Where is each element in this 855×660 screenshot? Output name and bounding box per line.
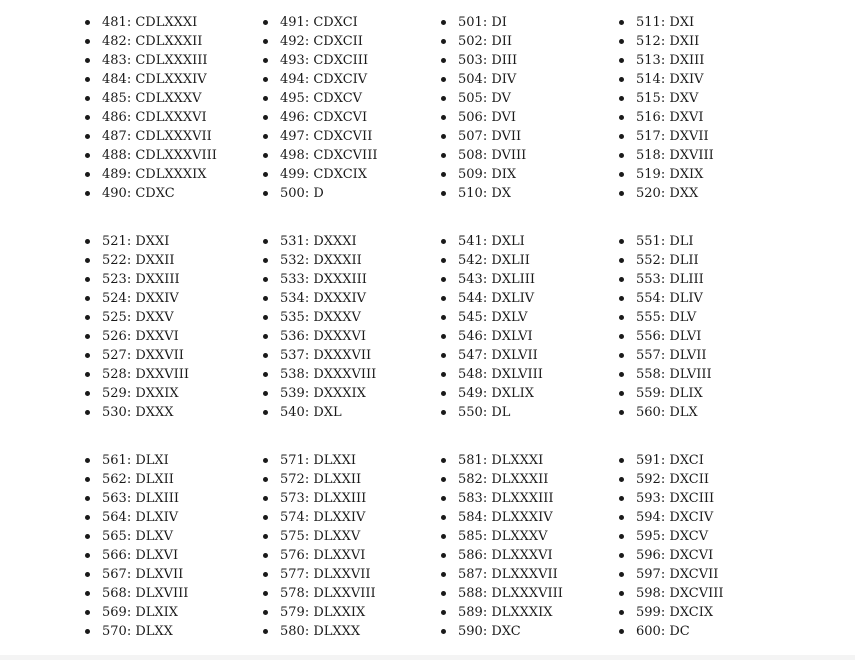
list-item: 560: DLX bbox=[618, 403, 712, 422]
list-item: 592: DXCII bbox=[618, 470, 724, 489]
list-item: 595: DXCV bbox=[618, 527, 724, 546]
list-item: 486: CDLXXXVI bbox=[84, 108, 217, 127]
list-item: 533: DXXXIII bbox=[262, 270, 376, 289]
list-item: 517: DXVII bbox=[618, 127, 714, 146]
list-item: 546: DXLVI bbox=[440, 327, 543, 346]
list-item: 536: DXXXVI bbox=[262, 327, 376, 346]
list-item: 538: DXXXVIII bbox=[262, 365, 376, 384]
list-item: 561: DLXI bbox=[84, 451, 188, 470]
list-item: 565: DLXV bbox=[84, 527, 188, 546]
list-item: 537: DXXXVII bbox=[262, 346, 376, 365]
list-item: 484: CDLXXXIV bbox=[84, 70, 217, 89]
list-item: 563: DLXIII bbox=[84, 489, 188, 508]
list-item: 513: DXIII bbox=[618, 51, 714, 70]
list-item: 589: DLXXXIX bbox=[440, 603, 563, 622]
list-item: 498: CDXCVIII bbox=[262, 146, 377, 165]
list-item: 519: DXIX bbox=[618, 165, 714, 184]
list-item: 514: DXIV bbox=[618, 70, 714, 89]
list-item: 552: DLII bbox=[618, 251, 712, 270]
list-item: 529: DXXIX bbox=[84, 384, 189, 403]
list-item: 545: DXLV bbox=[440, 308, 543, 327]
list-item: 542: DXLII bbox=[440, 251, 543, 270]
list-item: 493: CDXCIII bbox=[262, 51, 377, 70]
list-item: 523: DXXIII bbox=[84, 270, 189, 289]
list-item: 512: DXII bbox=[618, 32, 714, 51]
list-item: 483: CDLXXXIII bbox=[84, 51, 217, 70]
list-item: 535: DXXXV bbox=[262, 308, 376, 327]
list-item: 586: DLXXXVI bbox=[440, 546, 563, 565]
list-item: 525: DXXV bbox=[84, 308, 189, 327]
list-item: 554: DLIV bbox=[618, 289, 712, 308]
numeral-block-481-520 bbox=[0, 13, 855, 213]
list-item: 566: DLXVI bbox=[84, 546, 188, 565]
list-item: 520: DXX bbox=[618, 184, 714, 203]
list-item: 511: DXI bbox=[618, 13, 714, 32]
list-item: 510: DX bbox=[440, 184, 526, 203]
numeral-column-531-540 bbox=[262, 232, 376, 422]
numeral-column-551-560 bbox=[618, 232, 712, 422]
list-item: 528: DXXVIII bbox=[84, 365, 189, 384]
numeral-column-521-530 bbox=[84, 232, 189, 422]
list-item: 481: CDLXXXI bbox=[84, 13, 217, 32]
list-item: 597: DXCVII bbox=[618, 565, 724, 584]
numeral-column-581-590 bbox=[440, 451, 563, 641]
list-item: 495: CDXCV bbox=[262, 89, 377, 108]
list-item: 569: DLXIX bbox=[84, 603, 188, 622]
numeral-block-521-560 bbox=[0, 232, 855, 432]
list-item: 497: CDXCVII bbox=[262, 127, 377, 146]
list-item: 562: DLXII bbox=[84, 470, 188, 489]
list-item: 556: DLVI bbox=[618, 327, 712, 346]
list-item: 596: DXCVI bbox=[618, 546, 724, 565]
numeral-block-561-600 bbox=[0, 451, 855, 651]
list-item: 574: DLXXIV bbox=[262, 508, 376, 527]
list-item: 593: DXCIII bbox=[618, 489, 724, 508]
list-item: 524: DXXIV bbox=[84, 289, 189, 308]
list-item: 544: DXLIV bbox=[440, 289, 543, 308]
list-item: 577: DLXXVII bbox=[262, 565, 376, 584]
list-item: 532: DXXXII bbox=[262, 251, 376, 270]
list-item: 543: DXLIII bbox=[440, 270, 543, 289]
list-item: 521: DXXI bbox=[84, 232, 189, 251]
page-bottom-divider bbox=[0, 655, 855, 660]
list-item: 541: DXLI bbox=[440, 232, 543, 251]
list-item: 585: DLXXXV bbox=[440, 527, 563, 546]
list-item: 508: DVIII bbox=[440, 146, 526, 165]
list-item: 502: DII bbox=[440, 32, 526, 51]
list-item: 570: DLXX bbox=[84, 622, 188, 641]
numeral-column-571-580 bbox=[262, 451, 376, 641]
list-item: 487: CDLXXXVII bbox=[84, 127, 217, 146]
list-item: 572: DLXXII bbox=[262, 470, 376, 489]
list-item: 548: DXLVIII bbox=[440, 365, 543, 384]
list-item: 531: DXXXI bbox=[262, 232, 376, 251]
list-item: 579: DLXXIX bbox=[262, 603, 376, 622]
list-item: 540: DXL bbox=[262, 403, 376, 422]
list-item: 549: DXLIX bbox=[440, 384, 543, 403]
list-item: 494: CDXCIV bbox=[262, 70, 377, 89]
list-item: 553: DLIII bbox=[618, 270, 712, 289]
list-item: 568: DLXVIII bbox=[84, 584, 188, 603]
list-item: 506: DVI bbox=[440, 108, 526, 127]
list-item: 505: DV bbox=[440, 89, 526, 108]
list-item: 526: DXXVI bbox=[84, 327, 189, 346]
list-item: 584: DLXXXIV bbox=[440, 508, 563, 527]
list-item: 598: DXCVIII bbox=[618, 584, 724, 603]
list-item: 534: DXXXIV bbox=[262, 289, 376, 308]
numeral-column-561-570 bbox=[84, 451, 188, 641]
list-item: 573: DLXXIII bbox=[262, 489, 376, 508]
list-item: 557: DLVII bbox=[618, 346, 712, 365]
list-item: 558: DLVIII bbox=[618, 365, 712, 384]
list-item: 492: CDXCII bbox=[262, 32, 377, 51]
list-item: 507: DVII bbox=[440, 127, 526, 146]
list-item: 485: CDLXXXV bbox=[84, 89, 217, 108]
list-item: 581: DLXXXI bbox=[440, 451, 563, 470]
list-item: 503: DIII bbox=[440, 51, 526, 70]
list-item: 590: DXC bbox=[440, 622, 563, 641]
list-item: 500: D bbox=[262, 184, 377, 203]
list-item: 490: CDXC bbox=[84, 184, 217, 203]
list-item: 587: DLXXXVII bbox=[440, 565, 563, 584]
list-item: 600: DC bbox=[618, 622, 724, 641]
numeral-column-511-520 bbox=[618, 13, 714, 203]
list-item: 599: DXCIX bbox=[618, 603, 724, 622]
list-item: 504: DIV bbox=[440, 70, 526, 89]
list-item: 571: DLXXI bbox=[262, 451, 376, 470]
list-item: 588: DLXXXVIII bbox=[440, 584, 563, 603]
list-item: 547: DXLVII bbox=[440, 346, 543, 365]
numeral-column-491-500 bbox=[262, 13, 377, 203]
list-item: 564: DLXIV bbox=[84, 508, 188, 527]
list-item: 530: DXXX bbox=[84, 403, 189, 422]
list-item: 496: CDXCVI bbox=[262, 108, 377, 127]
numeral-column-591-600 bbox=[618, 451, 724, 641]
list-item: 551: DLI bbox=[618, 232, 712, 251]
numeral-column-501-510 bbox=[440, 13, 526, 203]
list-item: 501: DI bbox=[440, 13, 526, 32]
list-item: 527: DXXVII bbox=[84, 346, 189, 365]
list-item: 582: DLXXXII bbox=[440, 470, 563, 489]
numeral-column-481-490 bbox=[84, 13, 217, 203]
list-item: 550: DL bbox=[440, 403, 543, 422]
list-item: 591: DXCI bbox=[618, 451, 724, 470]
numeral-column-541-550 bbox=[440, 232, 543, 422]
list-item: 509: DIX bbox=[440, 165, 526, 184]
list-item: 583: DLXXXIII bbox=[440, 489, 563, 508]
list-item: 516: DXVI bbox=[618, 108, 714, 127]
list-item: 594: DXCIV bbox=[618, 508, 724, 527]
list-item: 555: DLV bbox=[618, 308, 712, 327]
list-item: 499: CDXCIX bbox=[262, 165, 377, 184]
list-item: 575: DLXXV bbox=[262, 527, 376, 546]
list-item: 559: DLIX bbox=[618, 384, 712, 403]
list-item: 489: CDLXXXIX bbox=[84, 165, 217, 184]
list-item: 518: DXVIII bbox=[618, 146, 714, 165]
list-item: 567: DLXVII bbox=[84, 565, 188, 584]
list-item: 522: DXXII bbox=[84, 251, 189, 270]
list-item: 580: DLXXX bbox=[262, 622, 376, 641]
list-item: 491: CDXCI bbox=[262, 13, 377, 32]
list-item: 539: DXXXIX bbox=[262, 384, 376, 403]
list-item: 515: DXV bbox=[618, 89, 714, 108]
list-item: 576: DLXXVI bbox=[262, 546, 376, 565]
list-item: 482: CDLXXXII bbox=[84, 32, 217, 51]
list-item: 578: DLXXVIII bbox=[262, 584, 376, 603]
list-item: 488: CDLXXXVIII bbox=[84, 146, 217, 165]
